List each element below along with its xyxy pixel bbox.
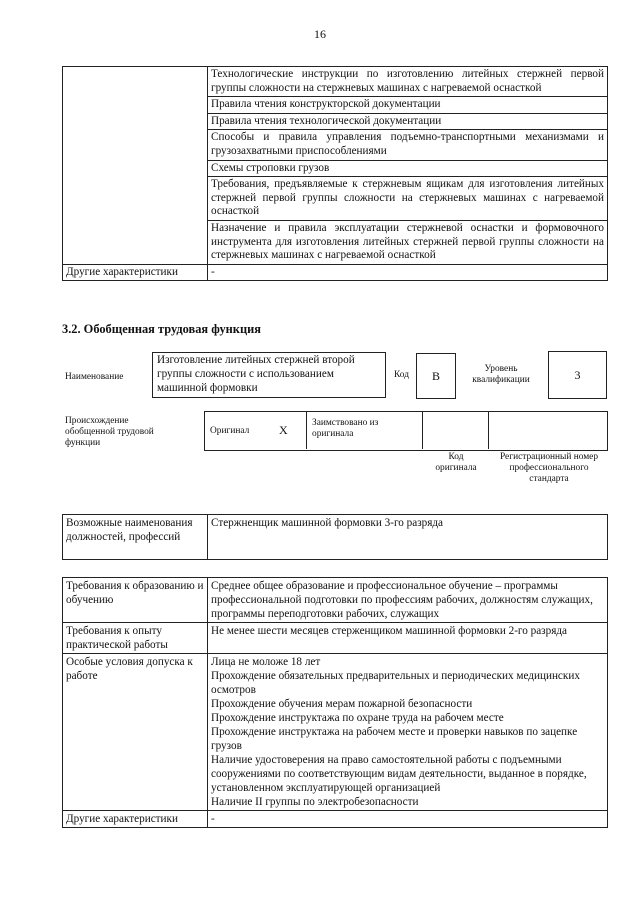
- table-cell-label: Особые условия допуска к работе: [63, 654, 208, 811]
- positions-table: [62, 514, 608, 560]
- table-cell: [208, 654, 608, 811]
- condition-item: Лица не моложе 18 лет: [211, 656, 321, 668]
- table-cell: Назначение и правила эксплуатации стержневой оснастки и формовочного инструмента для изготовления литейных стержней первой группы сложности на стержневых машинах с нагреваемой оснасткой: [208, 220, 608, 264]
- knowledge-table: [62, 66, 608, 281]
- code-original-label: Код оригинала: [435, 452, 477, 473]
- condition-item: Наличие II группы по электробезопасности: [211, 796, 419, 808]
- condition-item: Прохождение обязательных предварительных и периодических медицинских осмотров: [211, 670, 580, 696]
- condition-item: Наличие удостоверения на право самостоятельной работы с подъемными сооружениями по соответствующим видам деятельности, выданное в порядке, установленном эксплуатирующей организацией: [211, 754, 587, 794]
- condition-item: Прохождение обучения мерам пожарной безопасности: [211, 698, 473, 710]
- table-cell-label: Возможные наименования должностей, профессий: [63, 515, 208, 560]
- table-cell-label: Другие характеристики: [63, 264, 208, 281]
- table-cell: Правила чтения конструкторской документации: [208, 97, 608, 114]
- table-cell: -: [208, 811, 608, 828]
- borrowed-label: Заимствовано из оригинала: [312, 418, 379, 439]
- table-cell: Схемы строповки грузов: [208, 160, 608, 177]
- table-row: [63, 811, 608, 828]
- requirements-table: [62, 577, 608, 828]
- table-row: [63, 67, 608, 97]
- table-cell: Стержненщик машинной формовки 3-го разряда: [208, 515, 608, 560]
- table-cell: Среднее общее образование и профессиональное обучение – программы профессиональной подготовки по профессиям рабочих, должностям служащих, программы переподготовки рабочих, служащих: [208, 578, 608, 623]
- code-label: Код: [394, 370, 409, 380]
- divider: [488, 411, 489, 449]
- origin-label: Происхождение обобщенной трудовой функции: [65, 416, 154, 448]
- divider: [422, 411, 423, 449]
- table-row: [63, 654, 608, 811]
- name-label: Наименование: [65, 372, 124, 382]
- table-cell: Не менее шести месяцев стерженщиком машинной формовки 2-го разряда: [208, 623, 608, 654]
- table-row: [63, 623, 608, 654]
- condition-item: Прохождение инструктажа по охране труда на рабочем месте: [211, 712, 504, 724]
- table-cell-label: Требования к образованию и обучению: [63, 578, 208, 623]
- table-row: [63, 264, 608, 281]
- page-number: 16: [314, 27, 326, 41]
- table-cell: -: [208, 264, 608, 281]
- code-value: B: [416, 353, 456, 399]
- original-label: Оригинал: [210, 426, 250, 436]
- original-mark: X: [279, 423, 288, 437]
- level-value: 3: [548, 351, 607, 399]
- table-row: [63, 515, 608, 560]
- reg-number-label: Регистрационный номер профессионального стандарта: [499, 452, 599, 484]
- name-value: Изготовление литейных стержней второй группы сложности с использованием машинной формовки: [152, 352, 386, 398]
- table-row: [63, 578, 608, 623]
- section-title: 3.2. Обобщенная трудовая функция: [62, 322, 261, 336]
- table-cell-label: Другие характеристики: [63, 811, 208, 828]
- table-cell: Технологические инструкции по изготовлению литейных стержней первой группы сложности на стержневых машинах с нагреваемой оснасткой: [208, 67, 608, 97]
- table-cell-label: [63, 67, 208, 265]
- table-cell: Правила чтения технологической документации: [208, 113, 608, 130]
- table-cell-label: Требования к опыту практической работы: [63, 623, 208, 654]
- condition-item: Прохождение инструктажа на рабочем месте и проверки навыков по зацепке грузов: [211, 726, 578, 752]
- table-cell: Требования, предъявляемые к стержневым ящикам для изготовления литейных стержней первой группы сложности на стержневых машинах с нагреваемой оснасткой: [208, 177, 608, 221]
- level-label: Уровень квалификации: [472, 364, 530, 385]
- divider: [306, 411, 307, 449]
- table-cell: Способы и правила управления подъемно-транспортными механизмами и грузозахватными приспособлениями: [208, 130, 608, 160]
